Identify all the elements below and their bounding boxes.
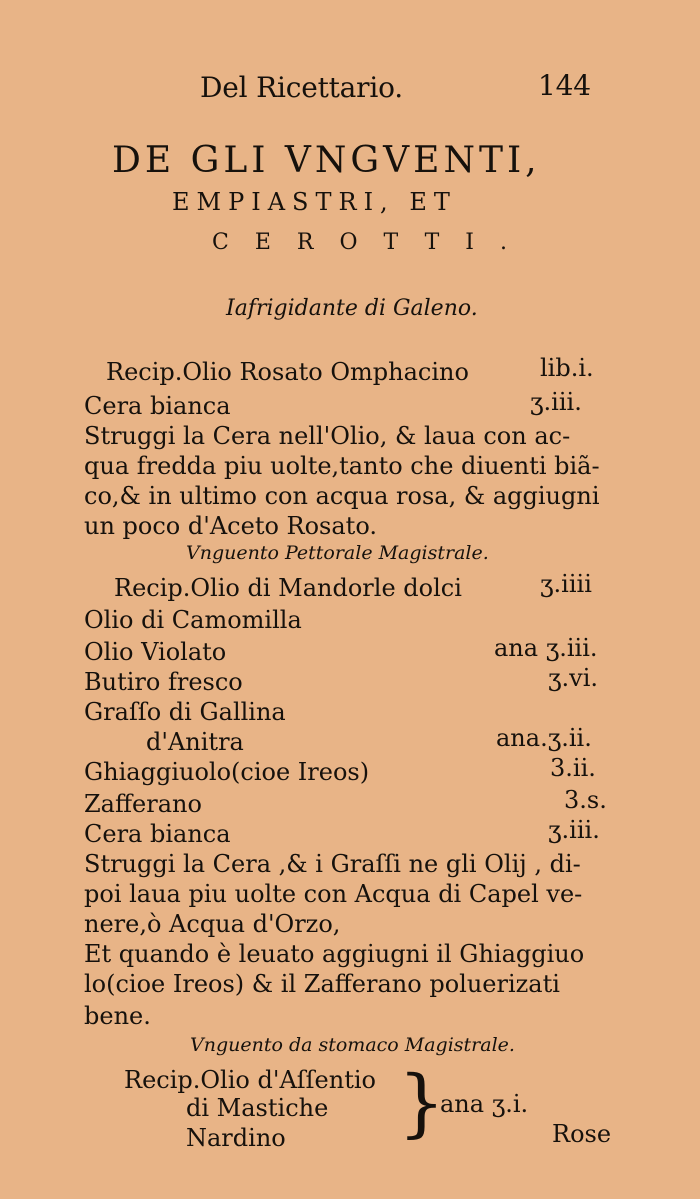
paragraph-line: qua fredda piu uolte,tanto che diuenti biã-	[84, 452, 600, 480]
recipe-quantity: 3.s.	[564, 786, 607, 814]
recipe-quantity: ana.ʒ.ii.	[496, 724, 592, 752]
recipe-line: Nardino	[186, 1124, 286, 1152]
paragraph-line: Et quando è leuato aggiugni il Ghiaggiuo	[84, 940, 585, 968]
recipe-quantity: ʒ.vi.	[548, 664, 599, 692]
running-title: Del Ricettario.	[200, 71, 403, 104]
recipe-line: Rose	[552, 1120, 612, 1148]
section-heading-2: Vnguento Pettorale Magistrale.	[186, 542, 489, 564]
paragraph-line: Struggi la Cera nell'Olio, & laua con ac-	[84, 422, 571, 450]
page-number: 144	[538, 69, 591, 102]
paragraph-line: bene.	[84, 1002, 151, 1030]
recipe-quantity: ana ʒ.iii.	[494, 634, 598, 662]
recipe-line: Cera bianca	[84, 392, 231, 420]
recipe-line: Zafferano	[84, 790, 202, 818]
recipe-quantity: ʒ.iii.	[530, 388, 582, 416]
recipe-quantity: ʒ.iiii	[540, 570, 592, 598]
paragraph-line: Struggi la Cera ,& i Graſſi ne gli Olij , di-	[84, 850, 581, 878]
paragraph-line: co,& in ultimo con acqua rosa, & aggiugni	[84, 482, 600, 510]
chapter-title-line-1: DE GLI VNGVENTI,	[112, 140, 541, 181]
recipe-line: Butiro fresco	[84, 668, 243, 696]
section-heading-3: Vnguento da stomaco Magistrale.	[190, 1034, 515, 1056]
recipe-line: Ghiaggiuolo(cioe Ireos)	[84, 758, 370, 786]
chapter-title-line-2: EMPIASTRI, ET	[172, 188, 457, 216]
paragraph-line: poi laua piu uolte con Acqua di Capel ve-	[84, 880, 583, 908]
paragraph-line: un poco d'Aceto Rosato.	[84, 512, 377, 540]
recipe-quantity: 3.ii.	[550, 754, 596, 782]
recipe-line: Olio Violato	[84, 638, 227, 666]
recipe-quantity: ʒ.iii.	[548, 816, 600, 844]
section-heading-1: Iafrigidante di Galeno.	[226, 296, 478, 321]
paragraph-line: lo(cioe Ireos) & il Zafferano poluerizati	[84, 970, 560, 998]
recipe-quantity: lib.i.	[540, 354, 594, 382]
recipe-line: Recip.Olio di Mandorle dolci	[114, 574, 462, 602]
recipe-line: d'Anitra	[146, 728, 244, 756]
recipe-line: di Mastiche	[186, 1094, 329, 1122]
recipe-line: Recip.Olio d'Aſſentio	[124, 1066, 376, 1094]
recipe-line: Recip.Olio Rosato Omphacino	[106, 358, 469, 386]
recipe-line: Olio di Camomilla	[84, 606, 302, 634]
paragraph-line: nere,ò Acqua d'Orzo,	[84, 910, 341, 938]
recipe-line: Graſſo di Gallina	[84, 698, 286, 726]
recipe-line: Cera bianca	[84, 820, 231, 848]
chapter-title-line-3: CEROTTI.	[212, 230, 533, 255]
grouping-brace: }	[398, 1060, 446, 1146]
recipe-quantity: ana ʒ.i.	[440, 1090, 529, 1118]
